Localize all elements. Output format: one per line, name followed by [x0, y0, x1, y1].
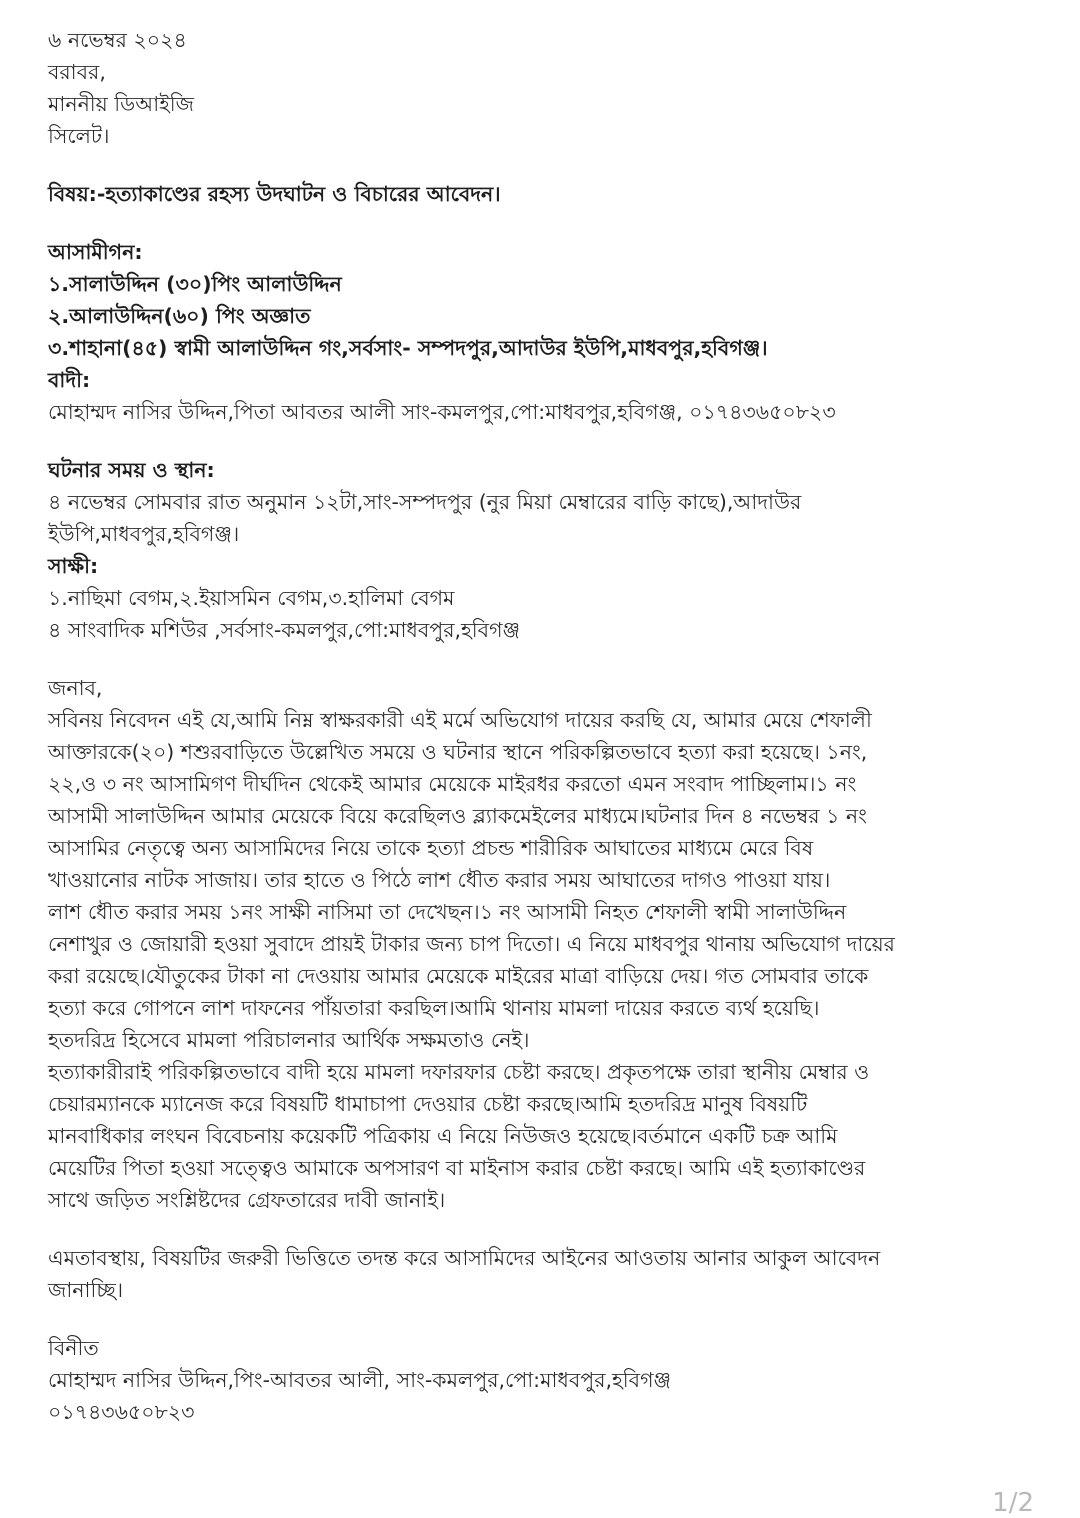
accused-item: ৩.শাহানা(৪৫) স্বামী আলাউদ্দিন গং,সর্বসাং- সম্পদপুর,আদাউর ইউপি,মাধবপুর,হবিগঞ্জ।	[48, 336, 768, 360]
body-line: হত্যা করে গোপনে লাশ দাফনের পাঁয়তারা করছিল।আমি থানায় মামলা দায়ের করতে ব্যর্থ হয়েছি।	[48, 996, 820, 1020]
salutation: জনাব,	[48, 676, 103, 700]
page-indicator: 1/2	[992, 1488, 1034, 1518]
body-line: আসামির নেতৃত্বে অন্য আসামিদের নিয়ে তাকে হত্যা প্রচন্ড শারীরিক আঘাতের মাধ্যমে মেরে বিষ	[48, 836, 814, 860]
incident-heading: ঘটনার সময় ও স্থান:	[48, 458, 215, 482]
plaintiff-heading: বাদী:	[48, 368, 91, 392]
phone-number: ০১৭৪৩৬৫০৮২৩	[48, 1400, 195, 1424]
body-line: মানবাধিকার লংঘন বিবেচনায় কয়েকটি পত্রিকায় এ নিয়ে নিউজও হয়েছে।বর্তমানে একটি চক্র আমি	[48, 1124, 838, 1148]
letter-page	[48, 24, 1038, 1428]
letter-subject: বিষয়:-হত্যাকাণ্ডের রহস্য উদঘাটন ও বিচারের আবেদন।	[48, 182, 501, 206]
closing-line: এমতাবস্থায়, বিষয়টির জরুরী ভিত্তিতে তদন্ত করে আসামিদের আইনের আওতায় আনার আকুল আবেদন	[48, 1246, 881, 1270]
letter-date: ৬ নভেম্বর ২০২৪	[48, 28, 187, 52]
body-line: আসামী সালাউদ্দিন আমার মেয়েকে বিয়ে করেছিলও ব্ল্যাকমেইলের মাধ্যমে।ঘটনার দিন ৪ নভেম্বর ১ নং	[48, 804, 867, 828]
body-line: হতদরিদ্র হিসেবে মামলা পরিচালনার আর্থিক সক্ষমতাও নেই।	[48, 1028, 530, 1052]
letter-place: সিলেট।	[48, 124, 110, 148]
body-line: ২২,ও ৩ নং আসামিগণ দীর্ঘদিন থেকেই আমার মেয়েকে মাইরধর করতো এমন সংবাদ পাচ্ছিলাম।১ নং	[48, 772, 857, 796]
body-line: হত্যাকারীরাই পরিকল্পিতভাবে বাদী হয়ে মামলা দফারফার চেষ্টা করছে। প্রকৃতপক্ষে তারা স্থানীয় মেম্বার ও	[48, 1060, 870, 1084]
incident-line: ইউপি,মাধবপুর,হবিগঞ্জ।	[48, 522, 240, 546]
witness-line: ৪ সাংবাদিক মশিউর ,সর্বসাং-কমলপুর,পো:মাধবপুর,হবিগঞ্জ	[48, 618, 521, 642]
signoff: বিনীত	[48, 1336, 99, 1360]
letter-to: বরাবর,	[48, 60, 106, 84]
body-line: সবিনয় নিবেদন এই যে,আমি নিম্ন স্বাক্ষরকারী এই মর্মে অভিযোগ দায়ের করছি যে, আমার মেয়ে শেফালী	[48, 708, 872, 732]
accused-item: ২.আলাউদ্দিন(৬০) পিং অজ্ঞাত	[48, 304, 311, 328]
signature: মোহাম্মদ নাসির উদ্দিন,পিং-আবতর আলী, সাং-কমলপুর,পো:মাধবপুর,হবিগঞ্জ	[48, 1368, 672, 1392]
accused-heading: আসামীগন:	[48, 240, 143, 264]
witness-line: ১.নাছিমা বেগম,২.ইয়াসমিন বেগম,৩.হালিমা বেগম	[48, 586, 455, 610]
incident-line: ৪ নভেম্বর সোমবার রাত অনুমান ১২টা,সাং-সম্পদপুর (নুর মিয়া মেম্বারের বাড়ি কাছে),আদাউর	[48, 490, 802, 514]
letter-recipient: মাননীয় ডিআইজি	[48, 92, 194, 116]
plaintiff-text: মোহাম্মদ নাসির উদ্দিন,পিতা আবতর আলী সাং-কমলপুর,পো:মাধবপুর,হবিগঞ্জ, ০১৭৪৩৬৫০৮২৩	[48, 400, 836, 424]
body-line: নেশাখুর ও জোয়ারী হওয়া সুবাদে প্রায়ই টাকার জন্য চাপ দিতো। এ নিয়ে মাধবপুর থানায় অভিযোগ দায়ের	[48, 932, 895, 956]
body-line: আক্তারকে(২০) শশুরবাড়িতে উল্লেখিত সময়ে ও ঘটনার স্থানে পরিকল্পিতভাবে হত্যা করা হয়েছে। ১নং,	[48, 740, 868, 764]
body-line: মেয়েটির পিতা হওয়া সত্ত্বেও আমাকে অপসারণ বা মাইনাস করার চেষ্টা করছে। আমি এই হত্যাকাণ্ডের	[48, 1156, 866, 1180]
witness-heading: সাক্ষী:	[48, 554, 99, 578]
body-line: লাশ ধৌত করার সময় ১নং সাক্ষী নাসিমা তা দেখেছন।১ নং আসামী নিহত শেফালী স্বামী সালাউদ্দিন	[48, 900, 847, 924]
body-line: করা রয়েছে।যৌতুকের টাকা না দেওয়ায় আমার মেয়েকে মাইরের মাত্রা বাড়িয়ে দেয়। গত সোমবার তাকে	[48, 964, 869, 988]
accused-item: ১.সালাউদ্দিন (৩০)পিং আলাউদ্দিন	[48, 272, 342, 296]
body-line: সাথে জড়িত সংশ্লিষ্টদের গ্রেফতারের দাবী জানাই।	[48, 1188, 446, 1212]
body-line: চেয়ারম্যানকে ম্যানেজ করে বিষয়টি ধামাচাপা দেওয়ার চেষ্টা করছে।আমি হতদরিদ্র মানুষ বিষয়টি	[48, 1092, 808, 1116]
closing-line: জানাচ্ছি।	[48, 1278, 124, 1302]
body-line: খাওয়ানোর নাটক সাজায়। তার হাতে ও পিঠে লাশ ধৌত করার সময় আঘাতের দাগও পাওয়া যায়।	[48, 868, 831, 892]
